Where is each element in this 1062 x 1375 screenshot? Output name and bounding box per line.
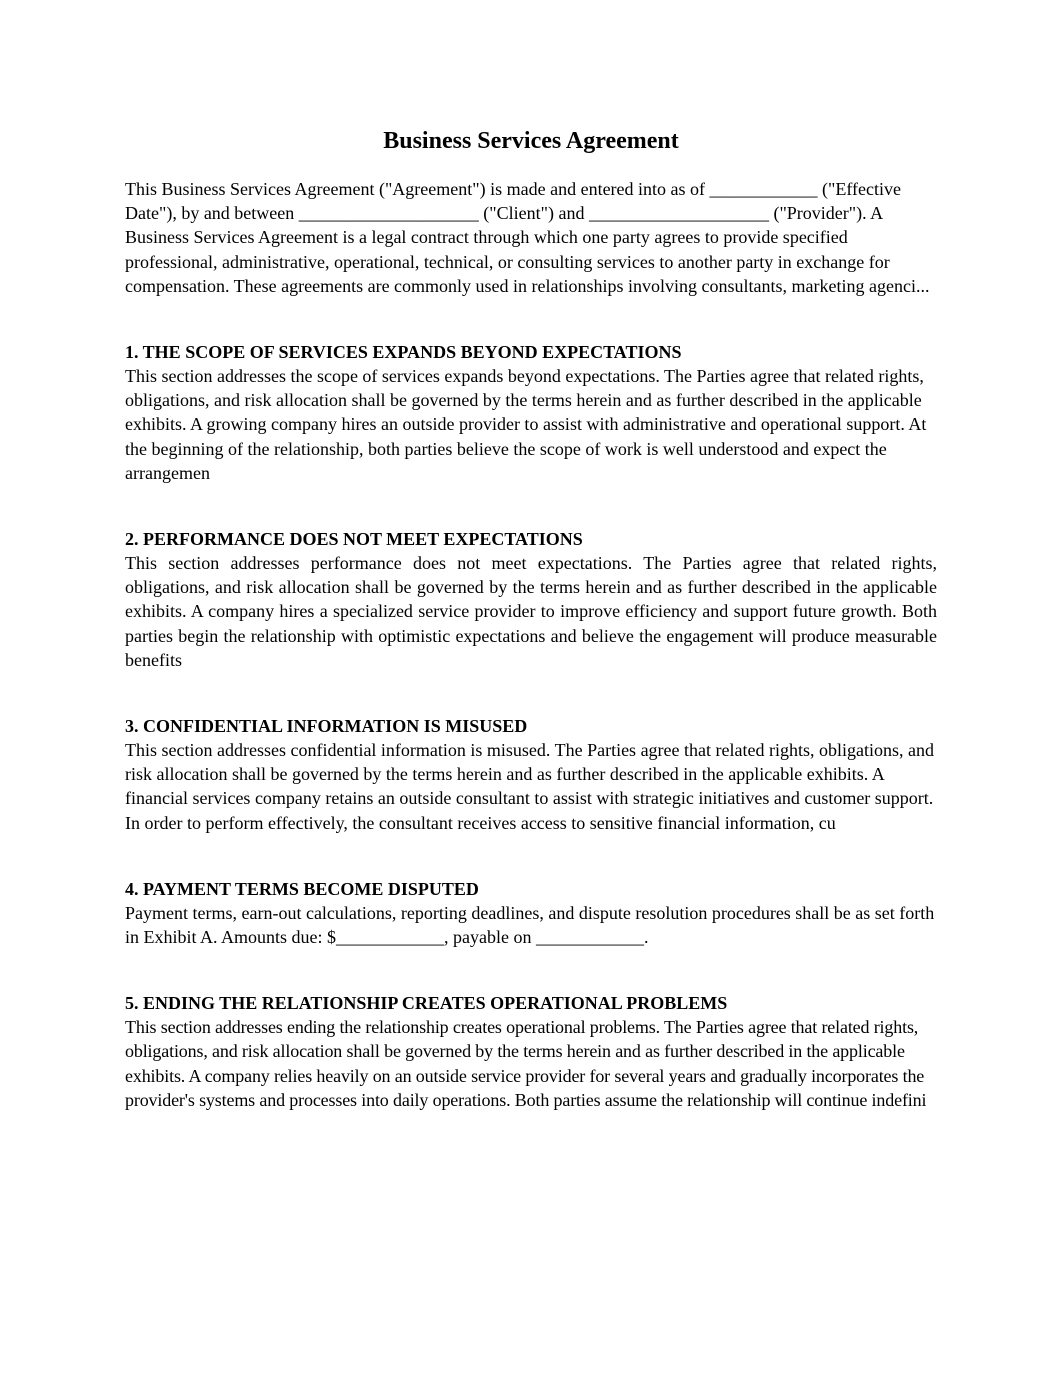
section-body: This section addresses the scope of services expands beyond expectations. The Parties agree that related rights, obligations, and risk allocation shall be governed by the terms herein and as further described in the applicable exhibits. A growing company hires an outside provider to assist with administrative and operational support. At the beginning of the relationship, both parties believe the scope of work is well understood and expect the arrangemen <box>125 366 927 483</box>
intro-paragraph <box>125 177 937 298</box>
document-title: Business Services Agreement <box>383 128 679 154</box>
section-heading: 4. PAYMENT TERMS BECOME DISPUTED <box>125 878 479 899</box>
section-2 <box>125 527 937 672</box>
section-body: This section addresses ending the relationship creates operational problems. The Parties agree that related rights, obligations, and risk allocation shall be governed by the terms herein and as further described in the applicable exhibits. A company relies heavily on an outside service provider for several years and gradually incorporates the provider's systems and processes into daily operations. Both parties assume the relationship will continue indefini <box>125 1017 927 1110</box>
document-page <box>125 118 937 1112</box>
section-3 <box>125 714 937 835</box>
section-heading: 1. THE SCOPE OF SERVICES EXPANDS BEYOND EXPECTATIONS <box>125 342 682 363</box>
section-1 <box>125 340 937 485</box>
section-body: Payment terms, earn-out calculations, reporting deadlines, and dispute resolution procedures shall be as set forth in Exhibit A. Amounts due: $____________, payable on ____________. <box>125 902 935 948</box>
intro-text: This Business Services Agreement ("Agreement") is made and entered into as of ____________ ("Effective Date"), by and between ____________________ ("Client") and ____________________ ("Provider"). A Business Services Agreement is a legal contract through which one party agrees to provide specified professional, administrative, operational, technical, or consulting services to another party in exchange for compensation. These agreements are commonly used in relationships involving consultants, marketing agenci... <box>125 179 930 296</box>
section-heading: 5. ENDING THE RELATIONSHIP CREATES OPERATIONAL PROBLEMS <box>125 993 728 1014</box>
section-body: This section addresses confidential information is misused. The Parties agree that related rights, obligations, and risk allocation shall be governed by the terms herein and as further described in the applicable exhibits. A financial services company retains an outside consultant to assist with strategic initiatives and customer support. In order to perform effectively, the consultant receives access to sensitive financial information, cu <box>125 740 934 833</box>
section-heading: 3. CONFIDENTIAL INFORMATION IS MISUSED <box>125 716 528 737</box>
section-5 <box>125 991 937 1112</box>
section-4 <box>125 877 937 949</box>
section-body: This section addresses performance does not meet expectations. The Parties agree that related rights, obligations, and risk allocation shall be governed by the terms herein and as further described in the applicable exhibits. A company hires a specialized service provider to improve efficiency and support future growth. Both parties begin the relationship with optimistic expectations and believe the engagement will produce measurable benefits <box>125 553 937 670</box>
section-heading: 2. PERFORMANCE DOES NOT MEET EXPECTATIONS <box>125 529 583 550</box>
